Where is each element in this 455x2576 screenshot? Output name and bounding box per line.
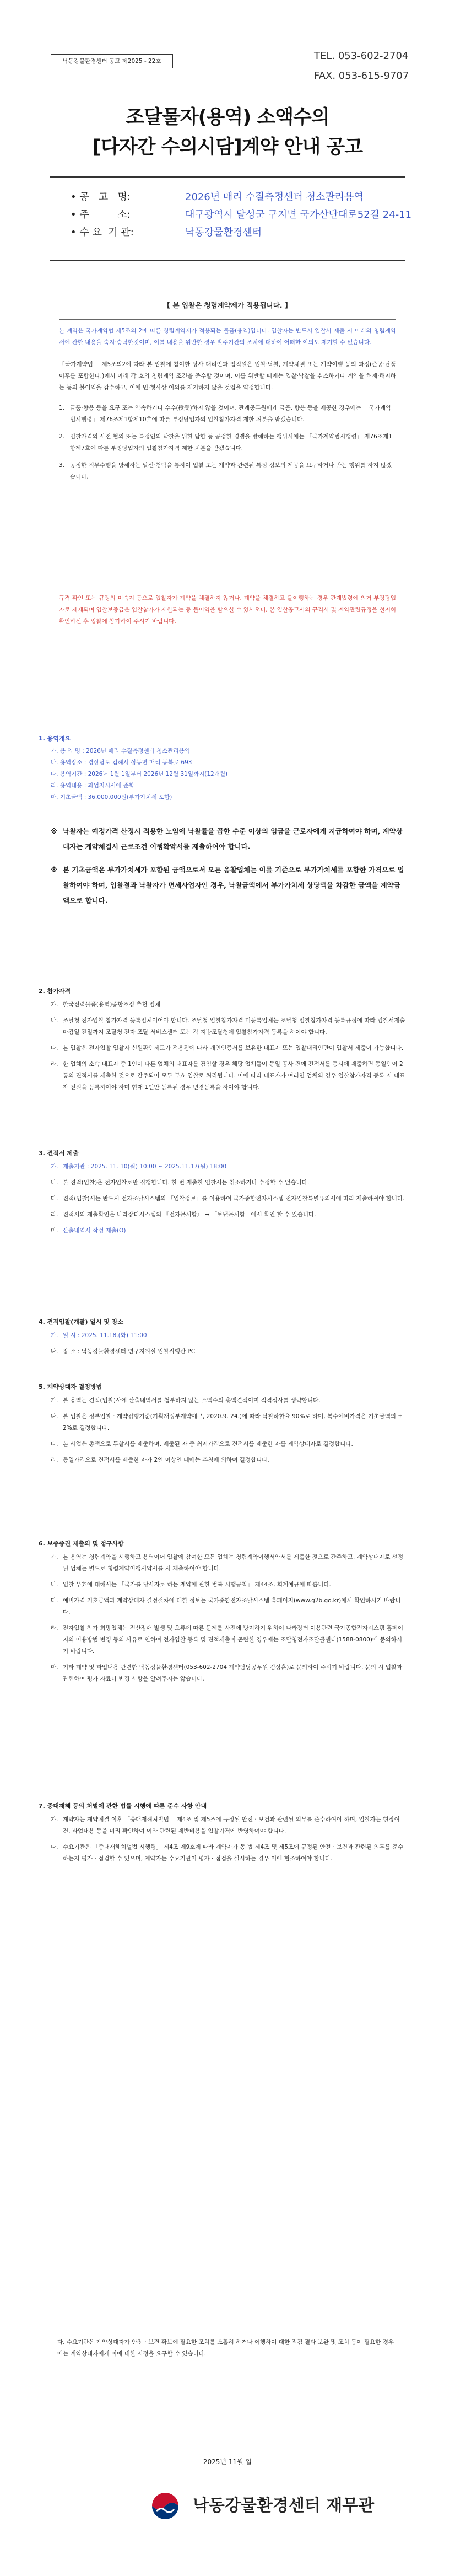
list-item: 가. 제출기관 : 2025. 11. 10(월) 10:00 ~ 2025.11.17(월) 18:00: [51, 1163, 227, 1170]
section-title-guarantee: 6. 보증증권 제출의 및 청구사항: [39, 1540, 124, 1547]
info-label: • 수 요 기 관:: [71, 227, 134, 238]
list-item: 나. 본 입찰은 정부입찰 · 계약집행기준(기획재정부계약예규, 2020.9. 24.)에 따라 낙찰하한율 90%로 하며, 복수예비가격은 기초금액의 ± 2%로 결정합니다.: [51, 1413, 403, 1431]
list-item: 라. 용역내용 : 과업지시서에 준함: [51, 782, 135, 789]
list-item: 가. 본 용역는 청렴계약을 시행하고 용역이어 입찰에 참여한 모든 업체는 청렴계약이행서약서를 제출한 것으로 간주하고, 계약상대자로 선정된 업체는 별도로 청렴계약이행서약서를 시 제출하여야 합니다.: [51, 1554, 404, 1572]
document-number: 낙동강물환경센터 공고 제2025 - 22호: [51, 54, 173, 68]
list-item: 라. 견적서의 제출확인은 나라장터시스템의 『전자문서함』 → 「보낸문서함」에서 확인 할 수 있습니다.: [51, 1211, 316, 1218]
page-title-line-1: 조달물자(용역) 소액수의: [126, 106, 329, 128]
footer-note: 다. 수요기관은 계약상대자가 안전 · 보건 확보에 필요한 조치를 소홀히 하거나 이행하여 대한 점검 결과 보완 및 조치 등이 필요한 경우에는 계약상대자에게 이에 대한 시정을 요구할 수 있습니다.: [57, 2339, 394, 2357]
list-item: 마. 기초금액 : 36,000,000원(부가가치세 포함): [51, 794, 172, 801]
list-item: 가. 일 시 : 2025. 11.18.(화) 11:00: [51, 1332, 147, 1339]
tel-number: TEL. 053-602-2704: [314, 50, 409, 62]
list-item: 다. 본 사업은 총액으로 투찰서를 제출하며, 제출된 자 중 최저가격으로 견적서를 제출한 자를 계약상대자로 결정합니다.: [51, 1441, 353, 1447]
fax-number: FAX. 053-615-9707: [314, 70, 409, 82]
section-title-award: 5. 계약상대자 결정방법: [39, 1383, 102, 1391]
list-item: 가. 본 용역는 견적(입찰)사에 산출내역서를 첨부하지 않는 소액수의 총액견적이며 적격심사를 생략합니다.: [51, 1397, 321, 1404]
list-item: ※ 본 기초금액은 부가가치세가 포함된 금액으로서 모든 응찰업체는 이를 기준으로 부가가치세를 포함한 가격으로 입찰하여야 하며, 입찰결과 낙찰자가 면세사업자인 경우, 낙찰금액에서 부가가치세 상당액을 차감한 금액을 계약금액으로 합니다.: [51, 866, 404, 905]
bold-notes: [51, 824, 407, 916]
list-item: 다. 예비가격 기초금액과 계약상대자 결정절차에 대한 정보는 국가종합전자조달시스템 홈페이지(www.g2b.go.kr)에서 확인하시기 바랍니다.: [51, 1597, 401, 1616]
info-value: 2026년 매리 수질측정센터 청소관리용역: [185, 191, 364, 203]
info-row-name: [71, 189, 411, 206]
notice-divider: [59, 319, 396, 320]
info-value: 대구광역시 달성군 구지면 국가산단대로52길 24-11: [185, 209, 412, 221]
section-title-submission: 3. 견적서 제출: [39, 1150, 79, 1157]
list-item: 1. 금품·향응 등을 요구 또는 약속하거나 수수(授受)하지 않을 것이며, 관계공무원에게 금품, 향응 등을 제공한 경우에는 「국가계약법시행령」 제76조제1항제10호에 따른 부정당업자의 입찰참가자격 제한 처분을 받겠습니다.: [59, 404, 392, 423]
list-item: 다. 견적(입찰)서는 반드시 전자조달시스템의 「입찰정보」를 이용하여 국가종합전자시스템 전자입찰특별유의서에 따라 제출하셔야 합니다.: [51, 1195, 405, 1202]
list-item: 나. 본 견적(입찰)은 전자입찰로만 집행합니다. 한 번 제출한 입찰서는 취소하거나 수정할 수 없습니다.: [51, 1179, 310, 1186]
list-item: 다. 용역기간 : 2026년 1월 1일부터 2026년 12월 31일까지(12개월): [51, 771, 228, 777]
notice-items: [59, 402, 396, 483]
section-title-safety: 7. 중대재해 등의 처벌에 관한 법률 시행에 따른 준수 사항 안내: [39, 1802, 207, 1810]
info-label: • 주 소:: [71, 209, 131, 221]
list-item: 라. 한 업체의 소속 대표자 중 1인이 다른 업체의 대표자를 겸임할 경우 해당 업체들이 동일 공사 건에 견적서를 동시에 제출하면 동일인이 2통의 견적서를 제출한 것으로 간주되어 모두 무효 입찰로 처리됩니다. 이에 따라 대표자가 여러인 업체의 경우 입찰참가자격 등록 시 대표자 전원을 등록하여야 하며 현재 1인만 등록된 경우 변경등록을 하여야 합니다.: [51, 1061, 405, 1091]
list-item: 나. 입찰 무효에 대해서는 「국가를 당사자로 하는 계약에 관한 법률 시행규칙」 제44조, 회계예규에 따릅니다.: [51, 1581, 331, 1588]
guarantee-list: [51, 1552, 407, 1689]
notice-intro: 본 계약은 국가계약법 제5조의 2에 따른 청렴계약제가 적용되는 물품(용역)입니다. 입찰자는 반드시 입찰서 제출 시 아래의 청렴계약서에 관한 내용을 숙지·승낙한것이며, 이를 내용을 위반한 경우 발주기관의 조치에 대하여 어떠한 이의도 제기할 수 없습니다.: [59, 327, 396, 346]
warning-text: 규격 확인 또는 규정의 미숙지 등으로 입찰자가 계약을 체결하지 않거나, 계약을 체결하고 불이행하는 경우 관계법령에 의거 부정당업자로 제재되며 입찰보증금은 입찰참가가 제한되는 등 불이익을 받으실 수 있사오니, 본 입찰공고서의 규격서 및 계약관련규정을 철저히 확인하신 후 입찰에 참가하여 주시기 바랍니다.: [59, 595, 396, 625]
list-item: 다. 본 입찰은 전자입찰 입찰자 신원확인제도가 적용됨에 따라 개인인증서를 보유한 대표자 또는 입찰대리인만이 입찰서 제출이 가능합니다.: [51, 1045, 404, 1051]
announcement-info: [71, 189, 411, 242]
eligibility-list: [51, 999, 407, 1098]
notice-heading: 【 본 입찰은 청렴계약제가 적용됩니다. 】: [163, 301, 292, 309]
contact-info: [314, 46, 409, 86]
section-title-overview: 1. 용역개요: [39, 735, 71, 742]
info-row-agency: [71, 224, 411, 242]
list-item: 가. 계약자는 계약체결 이후 「중대재해처벌법」 제4조 및 제5조에 규정된 안전 · 보건과 관련된 의무를 준수하여야 하며, 입찰자는 현장여건, 과업내용 등을 미리 확인하여 이와 관련된 제반비용을 입찰가격에 반영하여야 합니다.: [51, 1816, 400, 1834]
section-title-eligibility: 2. 참가자격: [39, 988, 71, 995]
list-item: 마. 산출내역서 작성 제출(O): [51, 1225, 407, 1237]
notice-body: 「국가계약법」 제5조의2에 따라 본 입찰에 참여한 당사 대리인과 임직원은 입찰·낙찰, 계약체결 또는 계약이행 등의 과정(준공·납품 이후를 포함한다.)에서 아래 각 호의 청렴계약 조건을 준수할 것이며, 이를 위반할 때에는 입찰·낙찰을 취소하거나 계약을 해제·해지하는 등의 불이익을 감수하고, 이에 민·형사상 이의를 제기하지 않을 것임을 약정합니다.: [59, 361, 396, 391]
info-value: 낙동강물환경센터: [185, 227, 262, 238]
list-item: ※ 낙찰자는 예정가격 산정시 적용한 노임에 낙찰률을 곱한 수준 이상의 임금을 근로자에게 지급하여야 하며, 계약상대자는 계약체결시 근로조건 이행확약서를 제출하여야 합니다.: [51, 827, 403, 851]
list-item: 나. 조달청 전자입찰 참가자격 등록업체이어야 합니다. 조달청 입찰참가자격 미등록업체는 조달청 입찰참가자격 등록규정에 따라 입찰서제출 마감일 전일까지 조달청 전자 조달 서비스센터 또는 각 지방조달청에 입찰참가자격 등록을 하여야 합니다.: [51, 1017, 405, 1035]
government-logo-icon: [149, 2489, 182, 2523]
list-item: 가. 한국전력물품(용역)종합조정 추천 업체: [51, 1001, 161, 1008]
info-label: • 공 고 명:: [71, 191, 131, 203]
list-item: 라. 동일가격으로 견적서를 제출한 자가 2인 이상인 때에는 추첨에 의하여 결정합니다.: [51, 1457, 269, 1463]
list-item: 라. 전자입찰 참가 희망업체는 전산장애 발생 및 오류에 따른 문제를 사전에 방지하기 위하여 나라장터 이용관련 국가종합전자시스템 홈페이지의 이용방법 변경 등의 사유로 인하여 전자입찰 등록 및 견적제출이 곤란한 경우에는 조달청전자조달콜센터(1588-0800)에 문의하시기 바랍니다.: [51, 1625, 404, 1655]
overview-list: [51, 745, 407, 803]
list-item: 마. 기타 계약 및 과업내용 관련한 낙동강물환경센터(053-602-2704 계약담당공무원 김상훈)로 문의하여 주시기 바랍니다. 문의 시 입찰과 관련하여 평가 자료나 변경 사항을 알려주지는 않습니다.: [51, 1664, 403, 1682]
award-list: [51, 1395, 407, 1471]
list-item: 나. 수요기관은 「중대재해처벌법 시행령」 제4조 제9호에 따라 계약자가 동 법 제4조 및 제5조에 규정된 안전 · 보건과 관련된 의무를 준수하는지 평가 · 점검할 수 있으며, 계약자는 수요기관이 평가 · 점검을 실시하는 경우 이에 협조하여야 합니다.: [51, 1844, 404, 1862]
announcement-date: 2025년 11월 일: [203, 2458, 252, 2466]
list-item: 나. 용역장소 : 경상남도 김해시 상동면 매리 동북로 693: [51, 759, 192, 766]
info-row-address: [71, 206, 411, 224]
title-divider: [50, 176, 405, 178]
safety-list: [51, 1814, 407, 1869]
contract-warning-box: [50, 586, 405, 666]
issuing-organization: 낙동강물환경센터 재무관: [193, 2496, 375, 2515]
section-title-opening: 4. 견적입찰(개찰) 일시 및 장소: [39, 1318, 124, 1325]
list-item: 가. 용 역 명 : 2026년 매리 수질측정센터 청소관리용역: [51, 748, 191, 754]
submission-list: [51, 1161, 407, 1241]
opening-list: [51, 1330, 407, 1362]
list-item: 나. 장 소 : 낙동강물환경센터 연구지원실 입찰집행관 PC: [51, 1348, 196, 1355]
info-divider: [50, 260, 405, 261]
page-title-line-2: [다자간 수의시담]계약 안내 공고: [92, 136, 363, 158]
list-item: 3. 공정한 직무수행을 방해하는 알선·청탁을 통하여 입찰 또는 계약과 관련된 특정 정보의 제공을 요구하거나 받는 행위를 하지 않겠습니다.: [59, 461, 392, 480]
list-item: 2. 입찰가격의 사전 협의 또는 특정인의 낙찰을 위한 담합 등 공정한 경쟁을 방해하는 행위시에는 「국가계약법시행령」 제76조제1항제7호에 따른 부정당업자의 입찰참가자격 제한 처분을 받겠습니다.: [59, 433, 392, 452]
cost-statement-link[interactable]: 산출내역서 작성 제출(O): [63, 1227, 126, 1234]
